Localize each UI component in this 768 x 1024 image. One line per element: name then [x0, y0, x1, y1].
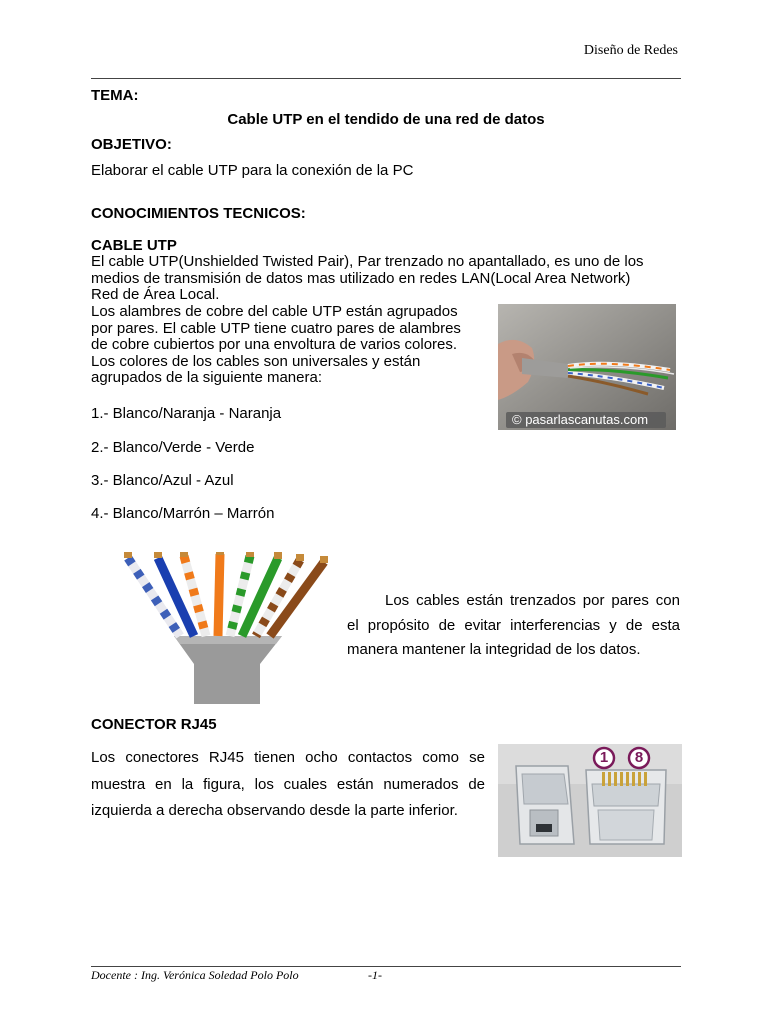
footer-author: Docente : Ing. Verónica Soledad Polo Polo	[91, 968, 299, 982]
body-line: agrupados de la siguiente manera:	[91, 369, 322, 386]
photo-watermark: © pasarlascanutas.com	[512, 412, 649, 427]
header-rule	[91, 78, 681, 79]
rj45-line: izquierda a derecha observando desde la parte inferior.	[91, 802, 458, 819]
twisted-pairs-illustration	[118, 552, 334, 704]
rj45-line: Los conectores RJ45 tienen ocho contactos como se	[91, 749, 485, 766]
intro-line: El cable UTP(Unshielded Twisted Pair), Par trenzado no apantallado, es uno de los	[91, 253, 644, 270]
twisted-line: manera mantener la integridad de los datos.	[347, 641, 641, 658]
tema-label: TEMA:	[91, 87, 139, 104]
intro-line: Red de Área Local.	[91, 286, 220, 303]
twisted-pairs-text	[347, 589, 680, 663]
document-title: Cable UTP en el tendido de una red de datos	[227, 111, 545, 128]
cable-utp-body	[91, 304, 491, 387]
rj45-connector-photo	[498, 744, 682, 857]
cable-utp-intro	[91, 254, 683, 304]
cable-utp-heading: CABLE UTP	[91, 237, 177, 254]
footer-rule	[91, 966, 681, 967]
objetivo-label: OBJETIVO:	[91, 136, 172, 153]
rj45-text	[91, 745, 485, 825]
pin-label-8: 8	[634, 749, 644, 766]
body-line: de cobre cubiertos por una envoltura de varios colores.	[91, 336, 458, 353]
document-header-title: Diseño de Redes	[583, 43, 678, 58]
body-line: por pares. El cable UTP tiene cuatro pares de alambres	[91, 319, 461, 337]
rj45-line: muestra en la figura, los cuales están numerados de	[91, 775, 485, 793]
pin-label-1: 1	[599, 749, 609, 766]
intro-line: medios de transmisión de datos mas utilizado en redes LAN(Local Area Network)	[91, 269, 631, 287]
pair-item-2: 2.- Blanco/Verde - Verde	[91, 439, 255, 456]
utp-cable-photo	[498, 304, 676, 430]
footer-page-number: -1-	[368, 968, 382, 982]
body-line: Los alambres de cobre del cable UTP están agrupados	[91, 303, 458, 320]
pair-item-3: 3.- Blanco/Azul - Azul	[91, 472, 234, 489]
twisted-pairs-illustration-art	[118, 552, 334, 704]
pair-item-1: 1.- Blanco/Naranja - Naranja	[91, 405, 282, 422]
body-line: Los colores de los cables son universales y están	[91, 352, 421, 370]
twisted-line: el propósito de evitar interferencias y de esta	[347, 616, 680, 634]
twisted-line: Los cables están trenzados por pares con	[385, 592, 680, 609]
rj45-heading: CONECTOR RJ45	[91, 716, 217, 733]
rj45-connector-photo-art	[498, 744, 682, 857]
pair-item-4: 4.- Blanco/Marrón – Marrón	[91, 505, 275, 522]
conocimientos-label: CONOCIMIENTOS TECNICOS:	[91, 205, 306, 222]
objetivo-text: Elaborar el cable UTP para la conexión de la PC	[91, 162, 414, 179]
